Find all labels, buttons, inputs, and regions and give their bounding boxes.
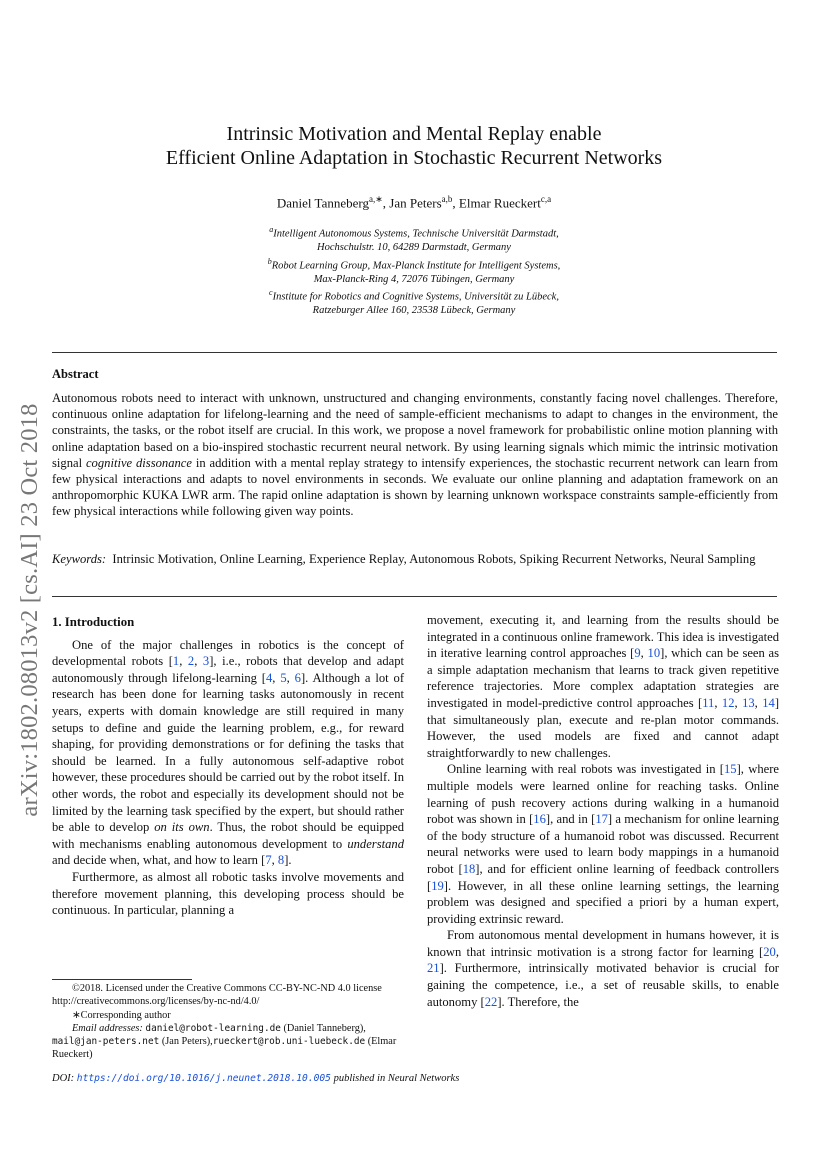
citation-link[interactable]: 16 (533, 812, 546, 827)
citation-link[interactable]: 1 (172, 654, 180, 669)
affiliation-superscript: c (269, 288, 273, 297)
email-address[interactable]: daniel@robot-learning.de (145, 1022, 281, 1034)
intro-paragraph-4 (427, 761, 779, 927)
affiliation-line (0, 286, 828, 304)
paragraph-text: movement, executing it, and learning from the results should be integrated in a continuous online framework. This idea is investigated in iterative learning control approaches [ (427, 613, 779, 661)
email-footnote (52, 1022, 404, 1062)
citation-link[interactable]: 13 (742, 695, 755, 710)
paragraph-text: ], which can be seen as a simple adaptation mechanism that learns to track given repetitive reference trajectories. More complex adaptation strategies are investigated in model-predictive control approaches [ (427, 646, 780, 710)
affiliation-text: Institute for Robotics and Cognitive Systems, Universität zu Lübeck, (272, 291, 559, 303)
abstract-heading: Abstract (52, 367, 99, 381)
paragraph-text: ] a mechanism for online learning of the body structure of a humanoid robot was discussed. Recurrent neural networks were used to learn body mappings in a humanoid robot [ (427, 812, 779, 876)
paragraph-text: , (714, 695, 722, 710)
citation-link[interactable]: 21 (427, 961, 440, 976)
arxiv-sidebar (12, 370, 48, 850)
affiliation-address: Ratzeburger Allee 160, 23538 Lübeck, Germany (312, 305, 516, 316)
affiliations (0, 223, 828, 318)
keywords-text: Intrinsic Motivation, Online Learning, Experience Replay, Autonomous Robots, Spiking Recurrent Networks, Neural Sampling (112, 552, 756, 566)
intro-paragraph-2: Furthermore, as almost all robotic tasks involve movements and therefore movement planning, this developing process should be continuous. In particular, planning a (52, 869, 404, 918)
email-address[interactable]: rueckert@rob.uni-luebeck.de (212, 1036, 366, 1048)
license-footnote: ©2018. Licensed under the Creative Commons CC-BY-NC-ND 4.0 license http://creativecommons.org/licenses/by-nc-nd/4.0/ (52, 983, 382, 1008)
paragraph-text: ], i.e., robots that develop and adapt autonomously through lifelong-learning [ (52, 654, 405, 685)
footnotes (52, 982, 404, 1062)
corresponding-footnote: ∗Corresponding author (72, 1009, 171, 1021)
keywords-label: Keywords: (52, 552, 107, 566)
paragraph-text: , (194, 654, 203, 669)
affiliation-superscript: a (269, 225, 274, 234)
paragraph-text: , (272, 670, 281, 685)
paragraph-text: , (271, 853, 278, 868)
author-name: Elmar Rueckert (458, 195, 541, 211)
citation-link[interactable]: 20 (763, 944, 776, 959)
abstract-body (52, 390, 778, 520)
paragraph-text: ]. (284, 853, 292, 868)
citation-link[interactable]: 7 (265, 853, 272, 868)
paragraph-text: . Thus, the robot should be equipped with mechanisms enabling autonomous development to (52, 820, 404, 851)
title-line-2: Efficient Online Adaptation in Stochastic Recurrent Networks (165, 147, 663, 169)
paper-title (0, 122, 828, 170)
arxiv-identifier: arXiv:1802.08013v2 [cs.AI] 23 Oct 2018 (16, 403, 43, 817)
author-list: Daniel Tanneberg$^{a,∗}$, Jan Peters$^{a,b}$, Elmar Rueckert$^{c,a}$ (276, 194, 552, 211)
affiliation-text: Robot Learning Group, Max-Planck Institute for Intelligent Systems, (271, 260, 561, 271)
right-column (427, 612, 779, 1010)
email-owner: (Jan Peters), (159, 1036, 213, 1048)
intro-paragraph-3 (427, 612, 779, 761)
email-owner: (Daniel Tanneberg), (280, 1022, 366, 1034)
paragraph-text: , (754, 695, 763, 710)
paragraph-text: , (179, 654, 188, 669)
citation-link[interactable]: 8 (277, 853, 285, 868)
paragraph-text: , (286, 670, 295, 685)
left-column (52, 614, 404, 919)
paragraph-text: ] that simultaneously plan, execute and re-plan motor commands. However, the used models are fixed and cannot adapt straightforwardly to new challenges. (427, 695, 780, 760)
author-superscript: a,b (441, 194, 453, 204)
abstract-text-1: Autonomous robots need to interact with unknown, unstructured and changing environments, constantly facing novel challenges. Therefore, continuous online adaptation for lifelong-learning and the need of sample-efficient mechanisms to adapt to changes in the environment, the constraints, the tasks, or the robot itself are crucial. In this work, we propose a novel framework for probabilistic online motion planning with online adaptation based on a bio-inspired stochastic recurrent neural network. By using learning signals which mimic the intrinsic motivation signal (52, 391, 778, 470)
abstract-emphasis: cognitive dissonance (85, 455, 192, 470)
email-address[interactable]: mail@jan-peters.net (52, 1036, 160, 1048)
paragraph-text: ]. Although a lot of research has been done for learning tasks autonomously in recent years, experts with domain knowledge are still required in many setups to define and guide the learning problem, e.g., for reward shaping, for providing demonstrations or for defining the tasks that should be learned. In a fully autonomous self-adaptive robot however, these procedures should be carried out by the robot itself. In other words, the robot and especially its development should not be limited by the learning task specified by the expert, but should rather be able to develop (52, 670, 405, 835)
top-rule (52, 352, 777, 353)
citation-link[interactable]: 3 (202, 654, 210, 669)
author-superscript: c,a (540, 194, 552, 204)
citation-link[interactable]: 5 (280, 670, 287, 685)
emphasis: understand (347, 836, 404, 851)
citation-link[interactable]: 12 (721, 695, 735, 710)
author-name: Jan Peters (389, 195, 442, 211)
email-label: Email addresses: (72, 1022, 143, 1034)
author-superscript: a,∗ (369, 194, 383, 204)
emphasis: on its own (154, 820, 210, 835)
citation-link[interactable]: 9 (634, 646, 641, 661)
paragraph-text: ]. Therefore, the (497, 994, 579, 1009)
citation-link[interactable]: 18 (462, 861, 476, 876)
paragraph-text: ], and in [ (545, 812, 596, 827)
footnote-rule (52, 979, 192, 980)
citation-link[interactable]: 6 (294, 670, 301, 685)
paragraph-text: ], and for efficient online learning of feedback controllers [ (427, 861, 779, 893)
doi-label: DOI: (52, 1073, 75, 1084)
citation-link[interactable]: 10 (647, 646, 661, 661)
citation-link[interactable]: 4 (265, 670, 273, 685)
citation-link[interactable]: 11 (702, 695, 715, 710)
author-name: Daniel Tanneberg (276, 195, 369, 211)
paragraph-text: ], where multiple models were learned online for reaching tasks. Online learning of push recovery actions during walking in a humanoid robot was shown in [ (427, 762, 779, 827)
doi-suffix: published in Neural Networks (333, 1073, 460, 1084)
citation-link[interactable]: 17 (595, 812, 608, 827)
intro-paragraph-1 (52, 637, 404, 869)
doi-line (52, 1073, 459, 1084)
keywords (52, 551, 778, 567)
paragraph-text: ]. Furthermore, intrinsically motivated behavior is crucial for gaining the competence, i.e., a set of reusable skills, to enable autonomy [ (427, 961, 779, 1009)
abstract-text-2: in addition with a mental replay strategy to intensify experiences, the stochastic recurrent network can learn from few physical interactions and adapts to novel environments in seconds. We evaluate our online planning and adaptation framework on an anthropomorphic KUKA LWR arm. The rapid online adaptation is shown by learning unknown workspace constraints sample-efficiently from few physical interactions while following given way points. (52, 455, 778, 519)
citation-link[interactable]: 2 (187, 654, 195, 669)
paragraph-text: , (734, 695, 743, 710)
affiliation-address: Max-Planck-Ring 4, 72076 Tübingen, Germany (313, 273, 515, 285)
paragraph-text: ]. However, in all these online learning settings, the learning problem was designed and specified a priori by a human expert, providing extrinsic reward. (427, 878, 779, 926)
paragraph-text: and decide when, what, and how to learn [ (52, 853, 266, 868)
section-heading: 1. Introduction (52, 615, 135, 629)
paragraph-text: From autonomous mental development in humans however, it is known that intrinsic motivation is a strong factor for learning [ (427, 928, 779, 959)
keywords-rule (52, 596, 777, 597)
affiliation-superscript: b (267, 256, 272, 266)
title-line-1: Intrinsic Motivation and Mental Replay enable (226, 123, 602, 145)
affiliation-line (0, 223, 828, 241)
email-owner: (Elmar Rueckert) (52, 1036, 397, 1061)
citation-link[interactable]: 19 (431, 878, 444, 893)
affiliation-text: Intelligent Autonomous Systems, Technische Universität Darmstadt, (273, 228, 559, 240)
citation-link[interactable]: 22 (484, 994, 498, 1009)
paragraph-text: , (775, 944, 779, 959)
paragraph-text: One of the major challenges in robotics is the concept of developmental robots [ (52, 637, 404, 669)
intro-paragraph-5 (427, 927, 779, 1010)
citation-link[interactable]: 15 (724, 762, 737, 777)
paragraph-text: Online learning with real robots was investigated in [ (447, 762, 724, 777)
affiliation-address: Hochschulstr. 10, 64289 Darmstadt, Germany (317, 242, 511, 253)
doi-link[interactable]: https://doi.org/10.1016/j.neunet.2018.10.005 (76, 1073, 331, 1084)
affiliation-line (0, 255, 828, 273)
paragraph-text: , (640, 646, 648, 661)
citation-link[interactable]: 14 (762, 695, 775, 710)
